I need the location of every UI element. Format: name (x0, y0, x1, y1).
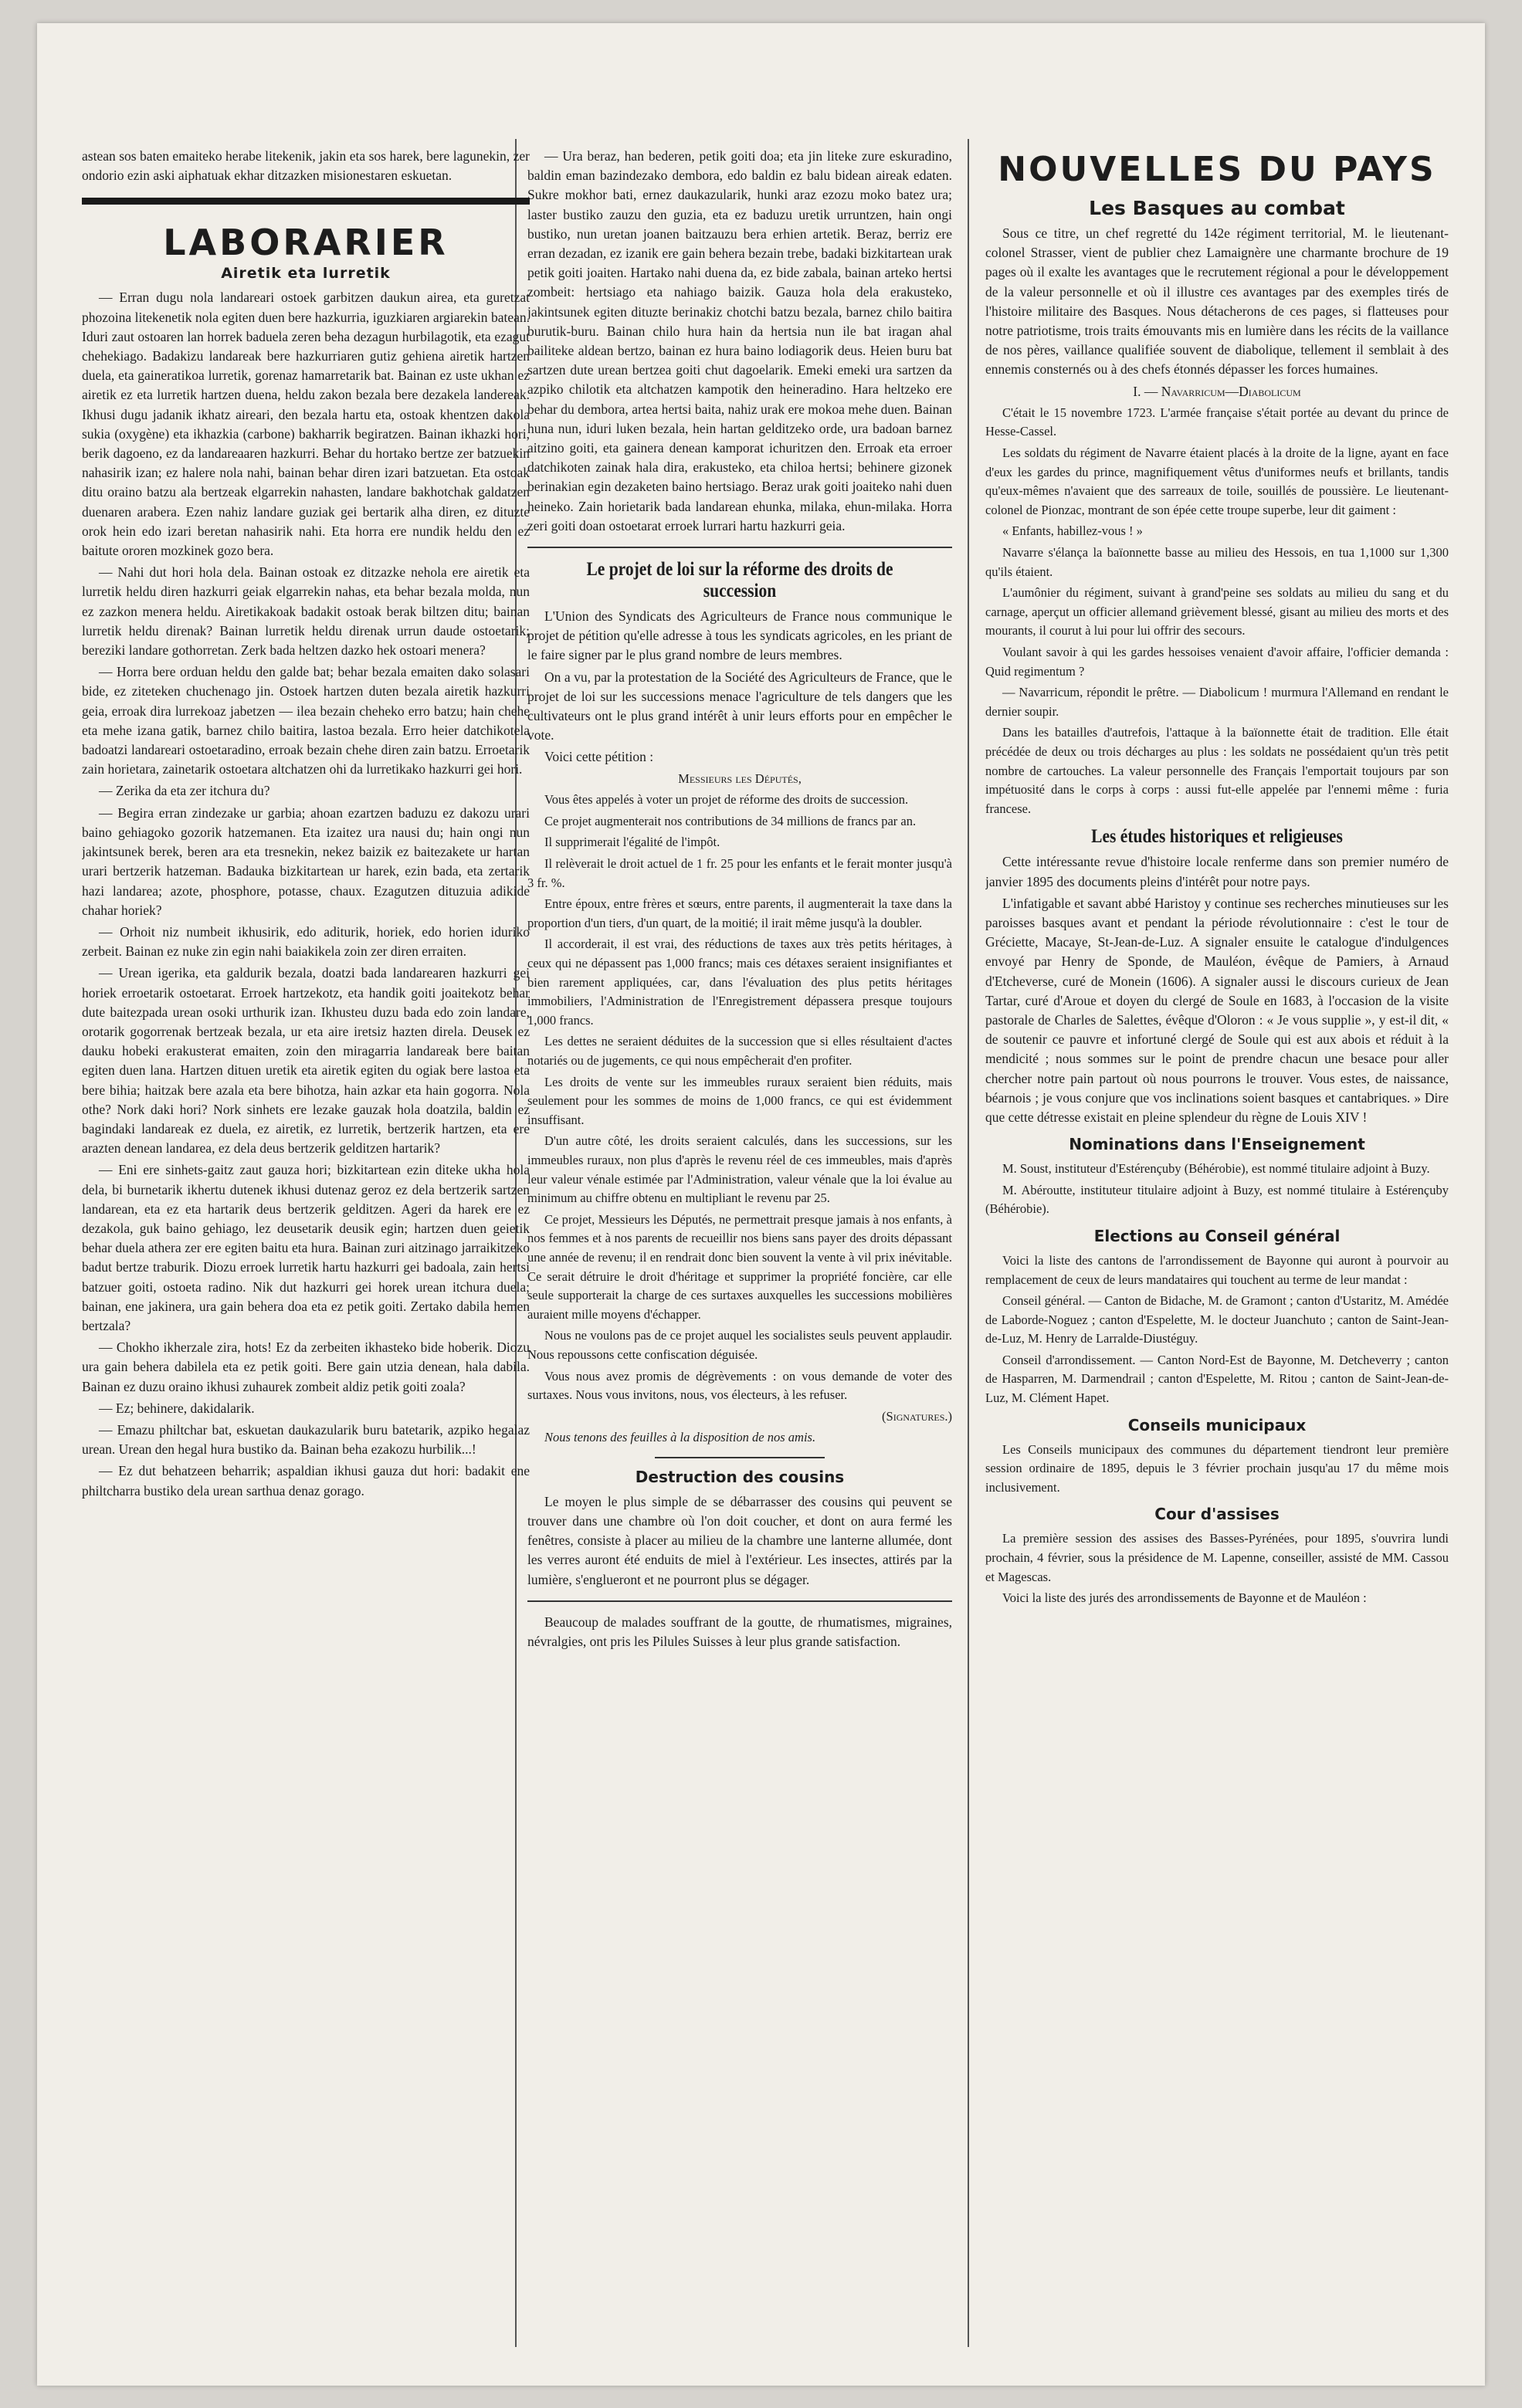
paragraph: La première session des assises des Basses-Pyrénées, pour 1895, s'ouvrira lundi prochain, 4 février, sous la présidence de M. Lapenne, conseiller, assisté de MM. Cassou et Magescas. (985, 1531, 1449, 1584)
paragraph: Les Conseils municipaux des communes du département tiendront leur première session ordinaire de 1895, depuis le 3 février prochain jusqu'au 17 du même mois inclusivement. (985, 1441, 1449, 1495)
article-rule (527, 547, 952, 548)
paragraph: C'était le 15 novembre 1723. L'armée française s'était portée au devant du prince de Hesse-Cassel. (985, 405, 1449, 439)
newspaper-page (37, 23, 1485, 2386)
paragraph: Conseil d'arrondissement. — Canton Nord-Est de Bayonne, M. Detcheverry ; canton de Hasparren, M. Darmendrail ; canton d'Espelette, M. Ritou ; canton de Saint-Jean-de-Luz, M. Clément Hapet. (985, 1352, 1449, 1406)
paragraph: — Ez dut behatzeen beharrik; aspaldian ikhusi gauza dut hori: badakit ene philtcharra bustiko dela urean sarthua denaz gorago. (82, 1463, 530, 1499)
note: Nous tenons des feuilles à la disposition de nos amis. (544, 1430, 816, 1445)
paragraph: D'un autre côté, les droits seraient calculés, dans les successions, sur les immeubles ruraux, non plus d'après le revenu réel de ces immeubles, mais d'après leur valeur vénale estimée par l'Administration, valeur vénale que la loi évalue au minimum au chiffre obtenu en multipliant le revenu par 25. (527, 1133, 952, 1206)
paragraph: astean sos baten emaiteko herabe litekenik, jakin eta sos harek, bere lagunekin, zer ondorio ezin aski aiphatuak ekhar ditzazken misionestaren eskuetan. (82, 148, 530, 184)
article-body (82, 288, 530, 1500)
paragraph: Ce projet augmenterait nos contributions de 34 millions de francs par an. (544, 813, 917, 828)
paragraph: Il supprimerait l'égalité de l'impôt. (544, 835, 720, 850)
paragraph: Il relèverait le droit actuel de 1 fr. 25 pour les enfants et le ferait monter jusqu'à 3 fr. %. (527, 856, 952, 890)
subheading: I. — Navarricum—Diabolicum (1133, 383, 1301, 399)
column-divider (968, 139, 969, 2347)
paragraph: Entre époux, entre frères et sœurs, entre parents, il augmenterait la taxe dans la proportion d'un tiers, d'un quart, de la moitié; il irait même jusqu'à la doubler. (527, 896, 952, 930)
intro-text (82, 147, 530, 185)
paragraph: Voici la liste des cantons de l'arrondissement de Bayonne qui auront à pourvoir au remplacement de ceux de leurs mandataires qui touchent au terme de leur mandat : (985, 1252, 1449, 1287)
article-title: Les Basques au combat (1089, 197, 1345, 219)
paragraph: L'infatigable et savant abbé Haristoy y continue ses recherches minutieuses sur les paroisses basques avant et pendant la période révolutionnaire : c'est le tour de Gréciette, Macaye, St-Jean-de-Luz. A signaler ensuite le catalogue d'indulgences envoyé par Henry de Sponde, de Mauléon, évêque de Pamiers, à Arnaud d'Etcheverse, curé de Monein (1606). A signaler aussi le discours curieux de Jean Tartar, curé d'Aroue et doyen du clergé de Soule en 1683, à l'occasion de la visite pastorale de Charles de Salettes, évêque d'Oloron : « Je vous supplie », y est-il dit, « de soutenir ce pauvre et infortuné clergé de Soule qui est aux abois et réduit à la mendicité ; nous sommes sur le point de prendre chacun une besace pour aller chercher notre pain partout où nous pourrons le trouver. Vous estes, de naissance, béarnois ; je vous conjure que vos inclinations soient basques et cantabriques. » Dire que cette détresse existait en pleine splendeur du règne de Louis XIV ! (985, 895, 1449, 1125)
paragraph: Les dettes ne seraient déduites de la succession que si elles résultaient d'actes notariés ou de jugements, ce qui nous empêcherait d'en profiter. (527, 1034, 952, 1068)
paragraph: Sous ce titre, un chef regretté du 142e régiment territorial, M. le lieutenant-colonel Strasser, vient de publier chez Lamaignère une charmante brochure de 19 pages où il exalte les avantages que le recrutement régional a pour le développement de la valeur personnelle et où il illustre ces avantages par des exemples tirés de l'histoire militaire des Basques. Nous détacherons de ces pages, si flatteuses pour notre patriotisme, trois traits émouvants mis en lumière dans les récits de la vaillance de nos pères, vaillance qualifiée souvent de diabolique, tellement il semblait à des ennemis consternés ou à des chefs étonnés dépasser les forces humaines. (985, 225, 1449, 378)
paragraph: — Horra bere orduan heldu den galde bat; behar bezala emaiten dako solasari bide, ez ziteteken chuchenago jin. Ostoek hartzen duten bezala airetik hazkurri geia, erroak dira lurrekoaz jabetzen — ilea bezain cheheko erro batzu; hain chehe eta mehe izana gatik, barnez chilo baitira, lastoa bezala. Erro heier datchikotela badoatzi landareari ostoetaradino, erroak bezain chehe diren zain batzu. Erroetarik zain horietara, zainetarik ostoetara altchatzen ohi da lurretikako hazkurri gei hori. (82, 664, 530, 777)
petition-text (527, 791, 952, 1404)
paragraph: — Navarricum, répondit le prêtre. — Diabolicum ! murmura l'Allemand en rendant le dernier soupir. (985, 685, 1449, 719)
article-title: Les études historiques et religieuses (1091, 826, 1343, 848)
paragraph: M. Soust, instituteur d'Estérençuby (Béhérobie), est nommé titulaire adjoint à Buzy. (1002, 1161, 1430, 1177)
paragraph: — Urean igerika, eta galdurik bezala, doatzi bada landarearen hazkurri gei horiek erroetarik ostoetarat. Erroek hartzekotz, eta handik goiti joaitekotz behar dute baitezpada urean osoki urthurik izan. Ikhusteu duzu bada edo zoin landare, orotarik gogorrenak bertzeak bezala, ur eta aire iretsiz hazten direla. Deusek ez dauku hobeki erakusterat emaiten, zoin den miragarria landareak bere baitan egiten duen lana. Hartzen dituen uretik eta airetik egiten du ogiak bere lastoa eta bere bihia; haitzak bere azala eta bere bihotza, hain azkar eta hain gogorra. Nola othe? Nork daki hori? Nork sinhets ere lezake gauzak hola doatzila, baldin ez bagindaki landareak ez duela, ez airetik, ez lurretik, bertzerik hartzen, eta ere arazten denean landarea, ez dela deus bertzerik gelditzen hartarik? (82, 965, 530, 1157)
paragraph: — Ura beraz, han bederen, petik goiti doa; eta jin liteke zure eskuradino, baldin eman bazindezako dembora, edo baldin ez balu bidean aireak edaten. Sukre mokhor bati, ernez daukazularik, hunki araz ezozu moko batez ura; laster bustiko zauzu den guzia, eta ez baduzu uretik urruntzen, hain ongi bustiko, nun uretan joanen baitzauzu bera erhien artetik. Beraz, berriz ere erran dezadan, ez izanik ere gain behera bezain trebe, badaki bizkitartean urak petik goiti joaiten. Hartako nahi duena da, ez bide zabala, bainan arteko hertsi zombeit: hertsiago eta nahiago baizik. Gauza hola dela erakusteko, jakintsunek egiten dituzte berinakiz chotchi batzu bezala, barnez chilo baitira burutik-buru. Bainan chilo hura hain da hertsia nun ile bat iragan ahal bailiteke aldean bertzo, bainan ez hura baino lodiagorik deus. Heien buru bat sartzen dute urean bertzea goiti chut dagoelarik. Emeki emeki ura sartzen da azpiko chilotik eta altchatzen kampotik den heineradino. Hara heltzeko ere behar du dembora, artea hertsi baita, nahiz urak ere mokoa mehe duen. Bainan huna nun, iduri luken bezala, hein hartan gelditzeko orde, ura badoan barnez aitzino goiti, eta gainera denean kamporat ichuritzen den. Erroak eta erroer datchikoten zainak hala dira, erakusteko, eta chiloa hertsi; behinere gizonek berinakian egin dezaketen baino hertsiago. Beraz urak goiti joaiteko nahi duen heineko. Zain horietarik bada landarean ehunka, milaka, ehun-milaka. Horra zeri goiti doan ostoetarat erroek lurrari hartu hazkurri geia. (527, 148, 952, 533)
paragraph: — Ez; behinere, dakidalarik. (99, 1400, 255, 1416)
paragraph: Cette intéressante revue d'histoire locale renferme dans son premier numéro de janvier 1895 des documents pleins d'intérêt pour notre pays. (985, 854, 1449, 889)
divider (527, 1600, 952, 1602)
article-title: Le projet de loi sur la réforme des droits de succession (586, 559, 893, 602)
paragraph: Vous êtes appelés à voter un projet de réforme des droits de succession. (544, 792, 909, 808)
article-title: Conseils municipaux (1127, 1415, 1307, 1434)
paragraph: Voulant savoir à qui les gardes hessoises venaient d'avoir affaire, l'officier demanda : Quid regimentum ? (985, 644, 1449, 679)
column-laborarier (82, 147, 530, 2370)
advertisement: Beaucoup de malades souffrant de la goutte, de rhumatismes, migraines, névralgies, ont pris les Pilules Suisses à leur plus grande satisfaction. (527, 1614, 952, 1650)
paragraph: — Zerika da eta zer itchura du? (99, 783, 270, 799)
paragraph: Voici cette pétition : (544, 749, 654, 765)
divider (655, 1457, 825, 1458)
paragraph: Il accorderait, il est vrai, des réductions de taxes aux très petits héritages, à ceux qui ne dépassent pas 1,000 francs; mais ces détaxes seraient insignifiantes et bien rarement appliquées, car, dans l'évaluation des plus petits héritages immobiliers, l'Administration de l'Enregistrement dépassera presque toujours 1,000 francs. (527, 936, 952, 1028)
paragraph: — Orhoit niz numbeit ikhusirik, edo aditurik, horiek, edo horien iduriko zerbeit. Bainan ez nuke zin egin nahi baiakikela zoin zer diren erraiten. (82, 923, 530, 960)
paragraph: Les soldats du régiment de Navarre étaient placés à la droite de la ligne, ayant en face d'eux les gardes du prince, magnifiquement vêtus d'uniformes neufs et brillants, tandis qu'eux-mêmes n'avaient que des sarreaux de toile, souillés de poussière. Le lieutenant-colonel de Pionzac, montrant de son épée cette troupe superbe, leur dit gaiment : (985, 445, 1449, 517)
paragraph: L'Union des Syndicats des Agriculteurs de France nous communique le projet de pétition qu'elle adresse à tous les syndicats agricoles, en les priant de le faire signer par le plus grand nombre de leurs membres. (527, 608, 952, 663)
paragraph: — Chokho ikherzale zira, hots! Ez da zerbeiten ikhasteko bide hoberik. Diozu ura gain behera dabilela eta ez petik goiti. Bere gain utzia denean, hala dabila. Bainan ez duzu oraino ikhusi zuhaurek zombeit aldiz petik goiti zoala? (82, 1339, 530, 1394)
paragraph: — Emazu philtchar bat, eskuetan daukazularik buru batetarik, azpiko hegalaz urean. Urean den hegal hura bustiko da. Bainan beha ezakozu hurbilik...! (82, 1421, 530, 1458)
section-title: LABORARIER (163, 222, 449, 264)
column-nouvelles (985, 147, 1449, 2370)
paragraph: Le moyen le plus simple de se débarrasser des cousins qui peuvent se trouver dans une chambre où l'on doit coucher, et dont on aura fermé les fenêtres, consiste à placer au milieu de la chambre une lanterne allumée, dont les verres auront été enduits de miel à l'extérieur. Les insectes, attirés par la lumière, s'englueront et ne pourront plus se dégager. (527, 1493, 952, 1587)
paragraph: Les droits de vente sur les immeubles ruraux seraient bien réduits, mais seulement pour les sommes de moins de 1,000 francs, ce qui est évidemment insuffisant. (527, 1074, 952, 1127)
paragraph: On a vu, par la protestation de la Société des Agriculteurs de France, que le projet de loi sur les successions menace l'agriculture de tels dangers que les cultivateurs ont le plus grand intérêt à unir leurs efforts pour en empêcher le vote. (527, 669, 952, 743)
section-title: NOUVELLES DU PAYS (998, 150, 1436, 189)
article-title: Elections au Conseil général (1093, 1226, 1341, 1245)
paragraph: Conseil général. — Canton de Bidache, M. de Gramont ; canton d'Ustaritz, M. Amédée de Laborde-Noguez ; canton d'Espelette, M. le docteur Juanchuto ; canton de Saint-Jean-de-Luz, M. Henry de Larralde-Diustéguy. (985, 1293, 1449, 1346)
article-title: Nominations dans l'Enseignement (1069, 1135, 1365, 1154)
paragraph: — Nahi dut hori hola dela. Bainan ostoak ez ditzazke nehola ere airetik eta lurretik heldu diren hazkurri geiak elgarrekin nahas, eta behar bezala molda, nun ez zazkon menera heldu. Airetikakoak badakit ostoak berak biltzen ditu; bainan lurretik heldu direnak? Bainan lurretik heldu direnak urrun daude ostoetarik; bereziki landare gothorretan. Zerk bada heltzen dazko hek ostoari menera? (82, 564, 530, 659)
signatures: (Signatures.) (882, 1408, 952, 1424)
article-title: Cour d'assises (1154, 1505, 1280, 1524)
paragraph: Navarre s'élança la baïonnette basse au milieu des Hessois, en tua 1,1000 sur 1,300 qu'ils étaient. (985, 544, 1449, 579)
paragraph: Ce projet, Messieurs les Députés, ne permettrait presque jamais à nos enfants, à nos femmes et à nos parents de recueillir nos biens sans payer des droits dépassant une année de revenu; il en rendrait donc bien souvent la vente à vil prix inévitable. Ce serait détruire le droit d'héritage et supprimer la propriété foncière, car elle seule supporterait la charge de ces surtaxes auxquelles les successions mobilières auraient mille moyens d'échapper. (527, 1211, 952, 1322)
paragraph: — Eni ere sinhets-gaitz zaut gauza hori; bizkitartean ezin diteke ukha hola dela, bi burnetarik ikhertu dutenek ikhusi dutenaz geroz ez dela bertzerik sartzen landarean, eta ez eta hartarik deus bertzerik gelditzen. Ageri da harek ere ez dezakola, guk baino gehiago, lez deusetarik deusik egin; hartzen duen geietik behar duela athera zer ere egiten baitu eta hura. Bainan zuri aitzinago jarraikitzeko badut bertze traburik. Diozu erroek lurretik hartu hazkurri gei badoala, zain hertsi batzuer goiti, ostoeta radino. Nik dut hazkurri gei horek urean itchura duela; bainan, ene jakinera, ura gain behera doa eta ez petik goiti. Zertako dabila hemen bertzala? (82, 1162, 530, 1333)
column-middle (527, 147, 952, 2370)
paragraph: L'aumônier du régiment, suivant à grand'peine ses soldats au milieu du sang et du carnage, aperçut un officier allemand grièvement blessé, gisant au milieu des morts et des mourants, il courut à lui pour lui offrir des secours. (985, 585, 1449, 638)
paragraph: Dans les batailles d'autrefois, l'attaque à la baïonnette était de tradition. Elle était précédée de deux ou trois décharges au plus : les soldats ne possédaient qu'un très petit nombre de cartouches. La valeur personnelle des Français l'emportait toujours par son impétuosité dans le corps à corps : aussi fut-elle appelée par l'ennemi même : furia francese. (985, 725, 1449, 816)
paragraph: — Begira erran zindezake ur garbia; ahoan ezartzen baduzu ez dakozu urari baino gehiagoko gozorik hatzemanen. Eta izaitez ura nausi du; hain ongi nun jakintsunek berek, beren ara eta tresnekin, nekez baizik ez baitezakete ur hartan urari bertzerik hatzeman. Badauka bizkitartean ur harek, ezin bada, eta zertarik hazi landarea; azote, phosphore, potasse, chaux. Ezagutzen dituzuia adikide chahar horiek? (82, 804, 530, 918)
cousins-title: Destruction des cousins (635, 1467, 845, 1486)
paragraph: « Enfants, habillez-vous ! » (1002, 523, 1143, 539)
salutation: Messieurs les Députés, (678, 770, 802, 786)
section-rule (82, 198, 530, 205)
section-subtitle: Airetik eta lurretik (221, 265, 391, 283)
paragraph: Nous ne voulons pas de ce projet auquel les socialistes seuls peuvent applaudir. Nous repoussons cette confiscation déguisée. (527, 1328, 952, 1362)
paragraph: Voici la liste des jurés des arrondissements de Bayonne et de Mauléon : (1002, 1590, 1367, 1606)
paragraph: M. Abéroutte, instituteur titulaire adjoint à Buzy, est nommé titulaire à Estérençuby (Béhérobie). (985, 1182, 1449, 1217)
paragraph: Vous nous avez promis de dégrèvements : on vous demande de voter des surtaxes. Nous vous invitons, nous, vos électeurs, à les refuser. (527, 1368, 952, 1403)
paragraph: — Erran dugu nola landareari ostoek garbitzen daukun airea, eta guretzat phozoina litekenetik nola egiten duen bere hazkurria, iguzkiaren argiarekin batean. Iduri zaut ostoaren lan horrek baduela zeren beha dezagun hurbilagotik, eta ezagut chehekiago. Badakizu landareak bere hazkurriaren gutiz gehiena airetik hartzen duela, eta gaineratikoa lurretik, gorenaz hamarretarik bat. Bainan ez uste ukhan ez airetik ez eta lurretik hartzen duena, heldu zakon bezala bere dezakela landereak. Ikhusi dugu jadanik ikhatz aireari, den bezala hartu eta, ostoak khentzen dakola sukia (oxygène) eta ikhazkia (carbone) bakharrik begiratzen. Bainan ikhazki hori, berik dagoeno, ez da landareaaren hazkurri. Behar du hortako bertze zer batzuekin nahasirik izan; ez halere nola nahi, bainan behar diren izari batzuetan. Eta ostoak ditu oraino batzu ala bertzeak elgarrekin nahasten, landare bakhotchak galdatzen duenaren arabera. Ezen nahiz landare guziak gei bertarik alha diren, ez dituzte orok hein edo izari beretan nahasirik nahi. Eta horra ere nundik heldu den ez baitute ororen mozkinek gozo bera. (82, 290, 530, 559)
